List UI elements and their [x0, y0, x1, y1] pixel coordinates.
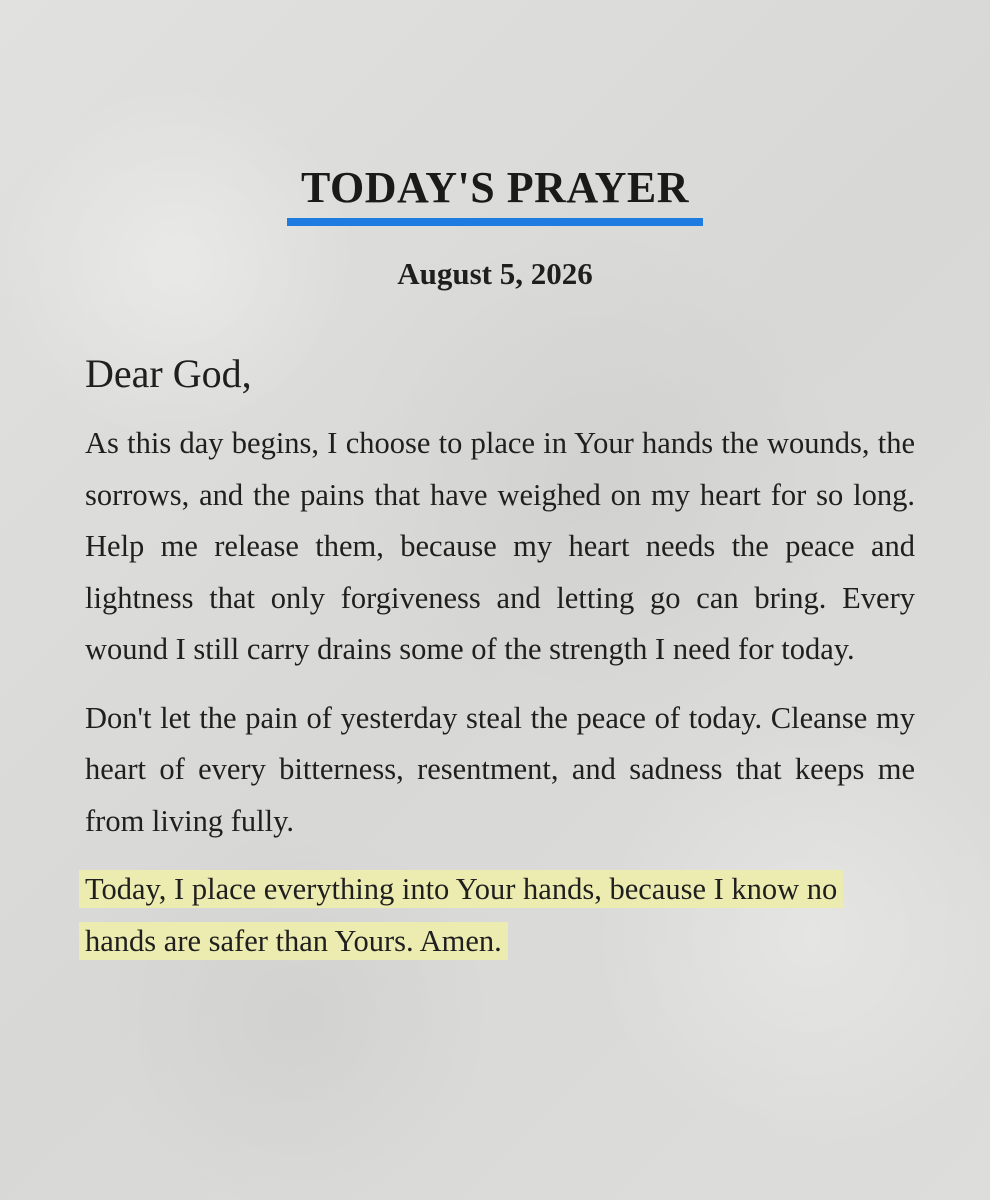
- prayer-paragraph-1: As this day begins, I choose to place in Your hands the wounds, the sorrows, and the pains that have weighed on my heart for so long. Help me release them, because my heart needs the peace and lightness that only forgiveness and letting go can bring. Every wound I still carry drains some of the strength I need for today.: [85, 426, 915, 666]
- title-underline: [287, 218, 703, 226]
- closing-paragraph: [85, 864, 915, 967]
- page-title: TODAY'S PRAYER: [300, 163, 690, 212]
- prayer-body: [85, 348, 915, 967]
- prayer-date: August 5, 2026: [397, 256, 593, 291]
- header: [0, 160, 990, 226]
- salutation: Dear God,: [85, 351, 252, 396]
- highlighted-closing-text: Today, I place everything into Your hands, because I know no hands are safer than Yours. Amen.: [79, 870, 843, 960]
- title-block: [295, 160, 695, 226]
- prayer-paragraph-2: Don't let the pain of yesterday steal the peace of today. Cleanse my heart of every bitterness, resentment, and sadness that keeps me from living fully.: [85, 700, 915, 838]
